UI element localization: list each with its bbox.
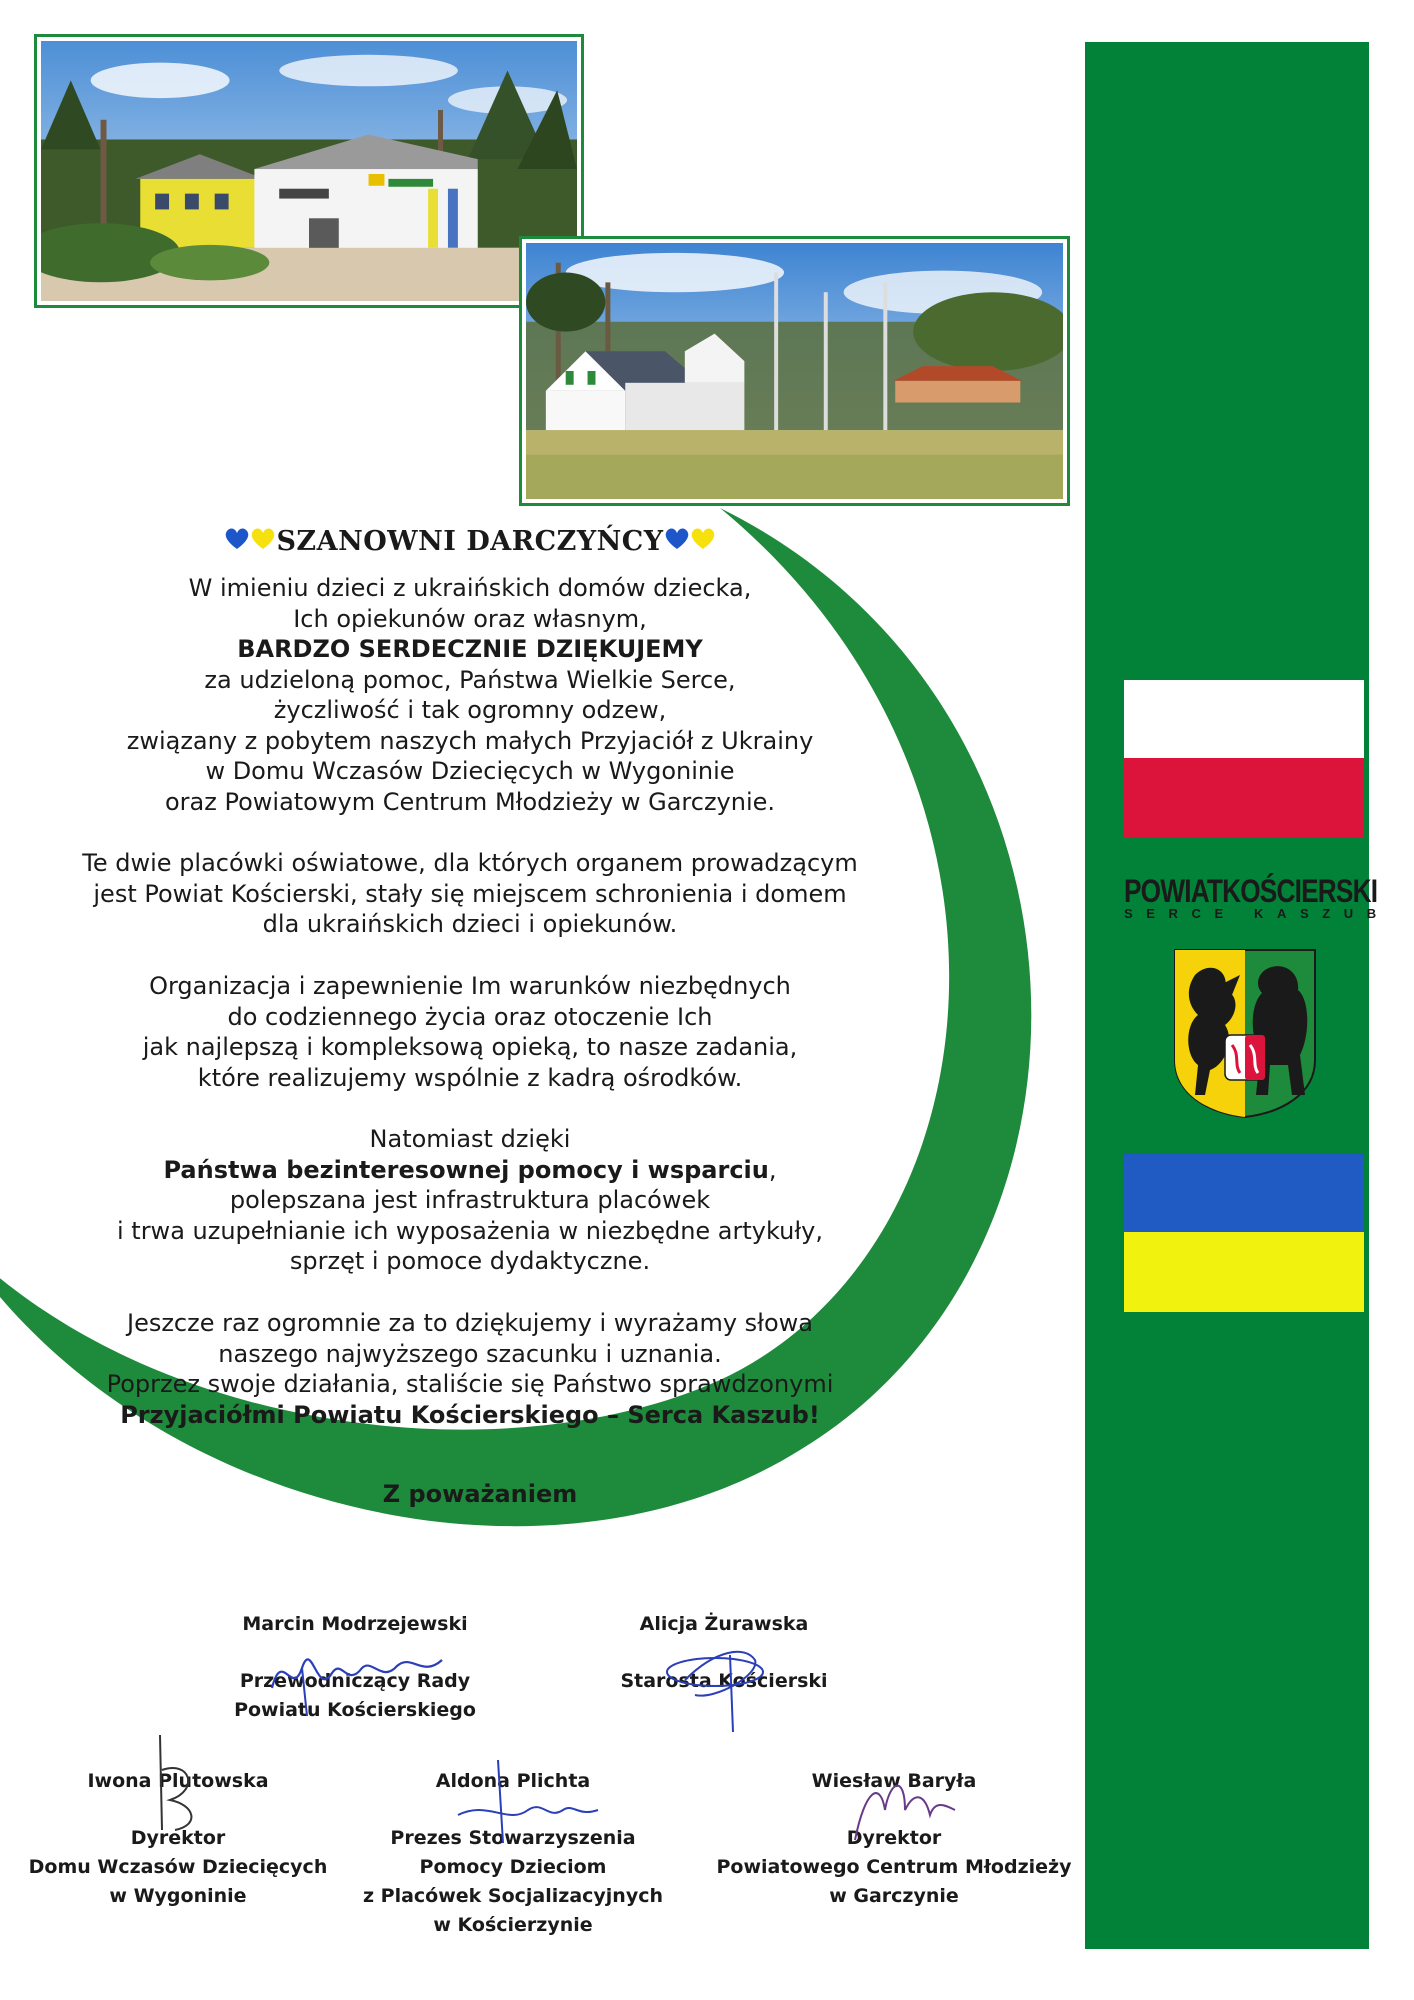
letter-line-text: jak najlepszą i kompleksową opieką, to nasze zadania, (142, 1033, 798, 1061)
signatory (333, 1767, 693, 1940)
letter-line (40, 604, 900, 635)
letter-line-text: jest Powiat Kościerski, stały się miejscem schronienia i domem (93, 879, 847, 908)
letter-line (40, 787, 900, 818)
signatory-role-line: z Placówek Socjalizacyjnych (362, 1885, 664, 1907)
logo-sub-text: SERCE KASZUB (1124, 906, 1390, 921)
letter-line (40, 1400, 900, 1431)
letter-line (40, 1063, 900, 1094)
signatory-role-line: Przewodniczący Rady (239, 1670, 471, 1692)
letter-line (40, 1246, 900, 1277)
signatory-name: Iwona Plutowska (87, 1770, 269, 1792)
letter-paragraph (40, 848, 900, 940)
letter-paragraph (40, 971, 900, 1093)
poland-flag (1124, 680, 1364, 838)
signatory-name: Aldona Plichta (435, 1770, 591, 1792)
letter-line (40, 1032, 900, 1063)
ukraine-flag (1124, 1154, 1364, 1312)
letter-line-text: do codziennego życia oraz otoczenie Ich (227, 1002, 713, 1031)
letter-line (40, 1002, 900, 1033)
signatory-name: Alicja Żurawska (639, 1613, 809, 1635)
letter-line (40, 1155, 900, 1186)
heading-text: SZANOWNI DARCZYŃCY (276, 526, 664, 557)
signatory-role-line: Powiatu Kościerskiego (234, 1699, 476, 1721)
ukraine-flag-blue (1124, 1154, 1364, 1232)
letter-line-text: w Domu Wczasów Dziecięcych w Wygoninie (205, 757, 735, 785)
coat-of-arms-icon (1170, 945, 1320, 1120)
signatory-role-line: Domu Wczasów Dziecięcych (28, 1856, 328, 1878)
letter-line-text: Natomiast dzięki (369, 1125, 571, 1153)
letter-line-text: dla ukraińskich dzieci i opiekunów. (262, 910, 678, 938)
letter-paragraph (40, 573, 900, 817)
letter-line (40, 1124, 900, 1155)
signatory-name: Marcin Modrzejewski (242, 1613, 468, 1635)
signatory-name: Wiesław Baryła (811, 1770, 977, 1792)
letter-paragraph (40, 1124, 900, 1277)
letter-line (40, 1308, 900, 1339)
letter-line-text: Organizacja i zapewnienie Im warunków niezbędnych (149, 972, 791, 1000)
letter-line-text: Jeszcze raz ogromnie za to dziękujemy i wyrażamy słowa (126, 1309, 814, 1337)
logo-main-text: POWIATKOŚCIERSKI (1124, 873, 1378, 909)
letter-line (40, 726, 900, 757)
signatory-role-line: Starosta Kościerski (620, 1670, 828, 1692)
poland-flag-red (1124, 758, 1364, 838)
letter-line (40, 1369, 900, 1400)
letter-heading (60, 526, 880, 558)
letter-line (40, 573, 900, 604)
letter-line-tail: , (768, 1155, 777, 1184)
letter-line (40, 1339, 900, 1370)
letter-line (40, 971, 900, 1002)
letter-line-text: które realizujemy wspólnie z kadrą ośrodków. (197, 1063, 743, 1092)
letter-paragraph (40, 1308, 900, 1430)
letter-line-text: sprzęt i pomoce dydaktyczne. (289, 1247, 651, 1275)
signatory-role-line: w Wygoninie (109, 1885, 247, 1907)
letter-line-text: W imieniu dzieci z ukraińskich domów dziecka, (188, 574, 752, 602)
ukraine-flag-yellow (1124, 1232, 1364, 1312)
letter-line (40, 1216, 900, 1247)
blue-heart-icon (224, 527, 250, 558)
signatory-role-line: Dyrektor (846, 1827, 942, 1849)
letter-line-text: Przyjaciółmi Powiatu Kościerskiego – Serca Kaszub! (120, 1400, 820, 1429)
signatory (175, 1610, 535, 1725)
letter-line-text: Te dwie placówki oświatowe, dla których organem prowadzącym (82, 849, 858, 877)
signatory-role-line: Dyrektor (130, 1827, 226, 1849)
letter-line-text: związany z pobytem naszych małych Przyjaciół z Ukrainy (126, 726, 814, 755)
signatory (0, 1767, 358, 1911)
letter-line (40, 909, 900, 940)
signatory-role-line: w Garczynie (829, 1885, 959, 1907)
poland-flag-white (1124, 680, 1364, 758)
signatory-role-line: Powiatowego Centrum Młodzieży (716, 1856, 1072, 1878)
letter-line-text: naszego najwyższego szacunku i uznania. (218, 1339, 722, 1368)
letter-line-text: Państwa bezinteresownej pomocy i wsparciu (163, 1155, 769, 1184)
powiat-koscierski-logo (1124, 873, 1390, 921)
letter-line-text: polepszana jest infrastruktura placówek (229, 1186, 711, 1214)
yellow-heart-icon (690, 527, 716, 558)
letter-line (40, 665, 900, 696)
letter-line (40, 695, 900, 726)
yellow-heart-icon (250, 527, 276, 558)
letter-line-text: Ich opiekunów oraz własnym, (293, 604, 647, 633)
letter-line (40, 879, 900, 910)
letter-line-text: za udzieloną pomoc, Państwa Wielkie Serce, (204, 665, 736, 694)
letter-line-text: i trwa uzupełnianie ich wyposażenia w niezbędne artykuły, (116, 1216, 824, 1245)
signatory (714, 1767, 1074, 1911)
letter-line-text: Poprzez swoje działania, staliście się Państwo sprawdzonymi (106, 1370, 834, 1398)
signatory-role-line: Prezes Stowarzyszenia (390, 1827, 636, 1849)
blue-heart-icon (664, 527, 690, 558)
letter-line (40, 756, 900, 787)
letter-line (40, 1185, 900, 1216)
letter-line (40, 634, 900, 665)
signatory (544, 1610, 904, 1696)
letter-line-text: życzliwość i tak ogromny odzew, (273, 696, 667, 724)
closing-line: Z poważaniem (382, 1480, 578, 1508)
letter-line (40, 848, 900, 879)
signatory-role-line: Pomocy Dzieciom (419, 1856, 607, 1878)
letter-line-text: oraz Powiatowym Centrum Młodzieży w Garczynie. (164, 787, 776, 816)
letter-line-text: BARDZO SERDECZNIE DZIĘKUJEMY (237, 635, 703, 663)
signatory-role-line: w Kościerzynie (433, 1914, 593, 1936)
